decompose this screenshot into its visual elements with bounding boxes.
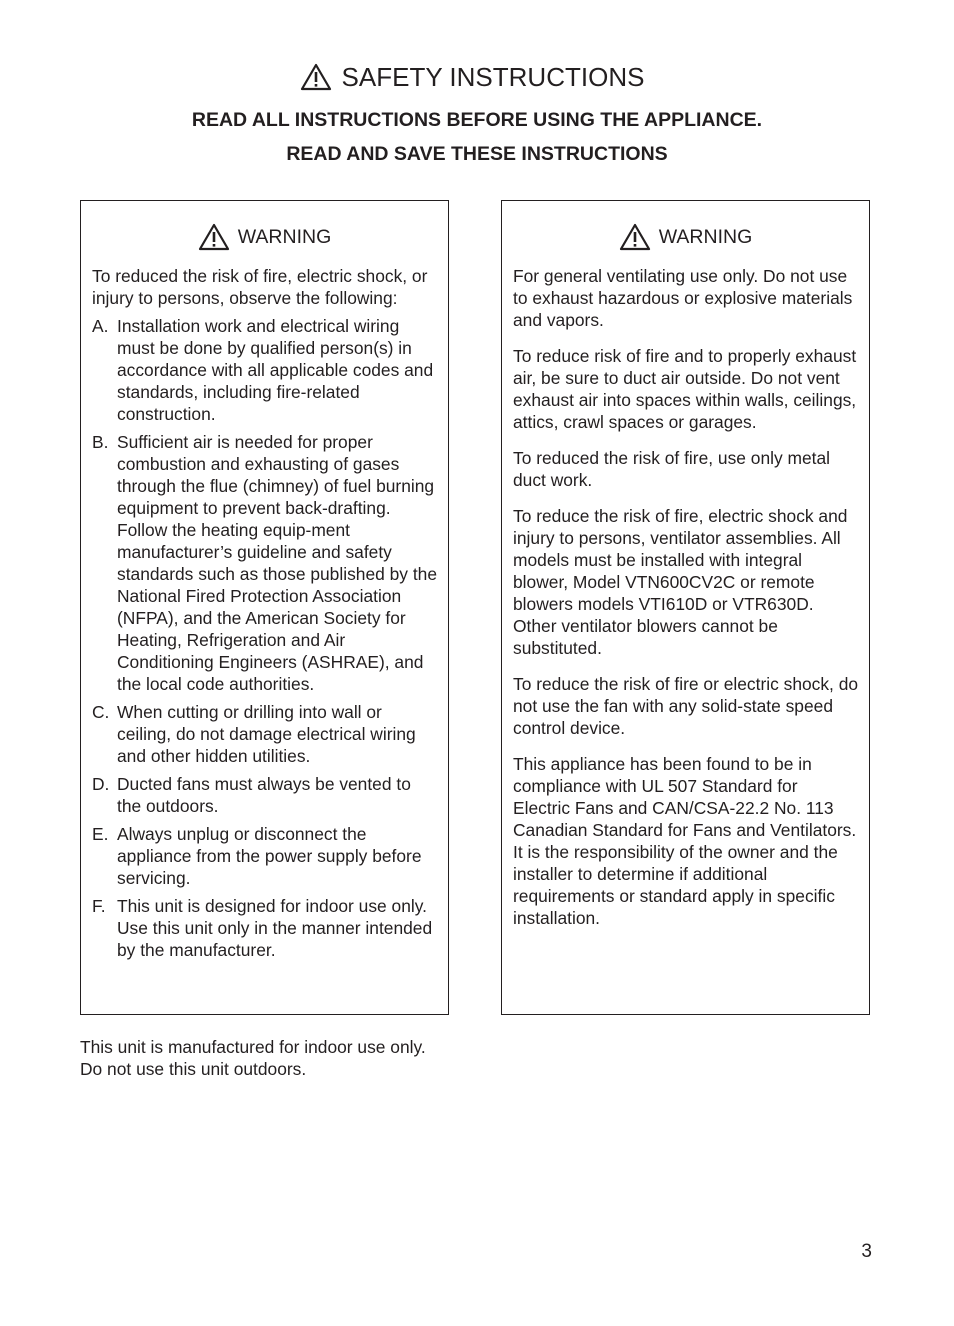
list-item-letter: B.: [92, 432, 109, 452]
warning-paragraph: To reduce the risk of fire or electric shock, do not use the fan with any solid-state speed control device.: [513, 674, 859, 738]
list-item: [92, 773, 438, 817]
warning-label: WARNING: [658, 225, 753, 248]
warning-paragraph: To reduced the risk of fire, use only metal duct work.: [513, 448, 831, 490]
list-item-text: When cutting or drilling into wall or ceiling, do not damage electrical wiring and other hidden utilities.: [117, 702, 416, 766]
warning-triangle-icon: [198, 223, 230, 251]
list-item: [92, 431, 438, 695]
warning-box-right: [501, 200, 870, 1015]
warning-list: [92, 315, 438, 961]
warning-paragraph: To reduce the risk of fire, electric shock and injury to persons, ventilator assemblies. All models must be installed with integral blower, Model VTN600CV2C or remote blowers models VTI610D or VTR630D. Other ventilator blowers cannot be substituted.: [513, 506, 848, 658]
warning-label: WARNING: [237, 225, 332, 248]
list-item-letter: A.: [92, 316, 109, 336]
warning-paragraph: To reduce risk of fire and to properly exhaust air, be sure to duct air outside. Do not vent exhaust air into spaces within walls, ceilings, attics, crawl spaces or garages.: [513, 346, 857, 432]
list-item: [92, 701, 438, 767]
list-item-letter: C.: [92, 702, 110, 722]
list-item: [92, 895, 438, 961]
warning-triangle-icon: [619, 223, 651, 251]
page-title: SAFETY INSTRUCTIONS: [341, 62, 645, 92]
page-title-row: [300, 60, 645, 94]
warning-box-left: [80, 200, 449, 1015]
warning-heading-left: [81, 219, 448, 255]
page-number: 3: [861, 1241, 872, 1262]
page-heading: [0, 60, 954, 166]
warning-paragraph: This appliance has been found to be in compliance with UL 507 Standard for Electric Fans and CAN/CSA-22.2 No. 113 Canadian Standard for Fans and Ventilators. It is the responsibility of the owner and the installer to determine if additional requirements or standard apply in specific installation.: [513, 754, 857, 928]
list-item-text: Always unplug or disconnect the appliance from the power supply before servicing.: [117, 824, 422, 888]
warning-paragraph: For general ventilating use only. Do not use to exhaust hazardous or explosive materials and vapors.: [513, 266, 853, 330]
subtitle-read-save: READ AND SAVE THESE INSTRUCTIONS: [286, 143, 668, 165]
list-item: [92, 315, 438, 425]
list-item-letter: E.: [92, 824, 109, 844]
list-item-letter: F.: [92, 896, 106, 916]
warning-heading-right: [502, 219, 869, 255]
list-item-text: This unit is designed for indoor use only. Use this unit only in the manner intended by the manufacturer.: [117, 896, 433, 960]
list-item-text: Installation work and electrical wiring must be done by qualified person(s) in accordance with all applicable codes and standards, including fire-related construction.: [117, 316, 434, 424]
list-item-text: Sufficient air is needed for proper combustion and exhausting of gases through the flue (chimney) of fuel burning equipment to prevent back-drafting. Follow the heating equip-ment manufacturer’s guideline and safety standards such as those published by the National Fired Protection Association (NFPA), and the American Society for Heating, Refrigeration and Air Conditioning Engineers (ASHRAE), and the local code authorities.: [117, 432, 438, 694]
list-item-letter: D.: [92, 774, 110, 794]
indoor-use-note: This unit is manufactured for indoor use only. Do not use this unit outdoors.: [80, 1037, 426, 1079]
subtitle-read-all: READ ALL INSTRUCTIONS BEFORE USING THE APPLIANCE.: [191, 109, 763, 131]
list-item-text: Ducted fans must always be vented to the outdoors.: [117, 774, 411, 816]
list-item: [92, 823, 438, 889]
warning-intro: To reduced the risk of fire, electric shock, or injury to persons, observe the following:: [92, 266, 428, 308]
warning-triangle-icon: [300, 63, 332, 91]
